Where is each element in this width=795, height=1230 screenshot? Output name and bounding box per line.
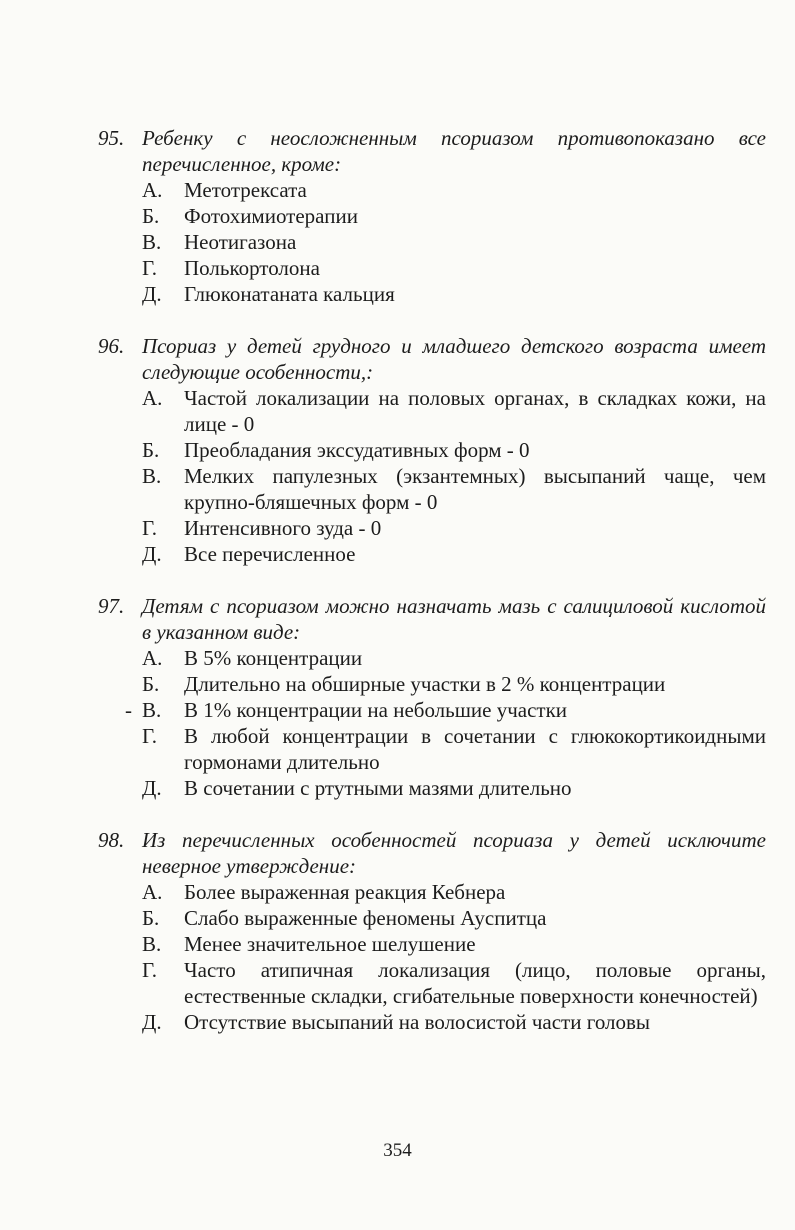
- question-number: 98.: [98, 828, 125, 852]
- question-number: 96.: [98, 334, 125, 358]
- option-text: В 1% концентрации на небольшие участки: [184, 698, 568, 722]
- question-text: [98, 125, 766, 177]
- answer-option-b: [98, 905, 766, 931]
- option-letter: Д.: [142, 1010, 162, 1034]
- option-letter: Д.: [142, 776, 162, 800]
- question-95: [98, 125, 766, 307]
- option-letter: Б.: [142, 672, 160, 696]
- question-97: [98, 593, 766, 801]
- answer-option-b: [98, 671, 766, 697]
- question-number: 97.: [98, 594, 125, 618]
- option-text: Метотрексата: [184, 178, 307, 202]
- answer-options: [98, 385, 766, 567]
- answer-option-d: [98, 775, 766, 801]
- option-text: В сочетании с ртутными мазями длительно: [184, 776, 572, 800]
- question-text: [98, 827, 766, 879]
- answer-option-a: [98, 879, 766, 905]
- option-letter: Г.: [142, 516, 158, 540]
- answer-options: [98, 879, 766, 1035]
- option-letter: Г.: [142, 958, 158, 982]
- option-text: Полькортолона: [184, 256, 320, 280]
- option-text: Неотигазона: [184, 230, 297, 254]
- option-letter: В.: [142, 230, 162, 254]
- option-text: Фотохимиотерапии: [184, 204, 358, 228]
- option-letter: А.: [142, 646, 163, 670]
- option-text: Более выраженная реакция Кебнера: [184, 880, 506, 904]
- option-text: Преобладания экссудативных форм - 0: [184, 438, 530, 462]
- answer-option-b: [98, 437, 766, 463]
- question-text: [98, 333, 766, 385]
- answer-option-a: [98, 177, 766, 203]
- answer-option-g: [98, 723, 766, 775]
- question-prompt: Ребенку с неосложненным псориазом противопоказано все перечисленное, кроме:: [142, 126, 766, 176]
- option-letter: А.: [142, 178, 163, 202]
- option-letter: Б.: [142, 204, 160, 228]
- option-text: Менее значительное шелушение: [184, 932, 476, 956]
- option-letter: Д.: [142, 542, 162, 566]
- answer-option-v: [98, 463, 766, 515]
- answer-option-a: [98, 385, 766, 437]
- option-text: В любой концентрации в сочетании с глюкокортикоидными гормонами длительно: [184, 724, 766, 774]
- question-prompt: Детям с псориазом можно назначать мазь с салициловой кислотой в указанном виде:: [142, 594, 766, 644]
- option-text: Слабо выраженные феномены Ауспитца: [184, 906, 547, 930]
- option-text: В 5% концентрации: [184, 646, 363, 670]
- option-letter: А.: [142, 386, 163, 410]
- option-letter: Г.: [142, 256, 158, 280]
- option-text: Длительно на обширные участки в 2 % концентрации: [184, 672, 666, 696]
- answer-option-v: [98, 931, 766, 957]
- page-number: 354: [383, 1140, 412, 1161]
- option-letter: Д.: [142, 282, 162, 306]
- option-text: Часто атипичная локализация (лицо, половые органы, естественные складки, сгибательные поверхности конечностей): [184, 958, 766, 1008]
- answer-option-g: [98, 957, 766, 1009]
- option-letter: В.: [142, 464, 162, 488]
- option-letter: Б.: [142, 438, 160, 462]
- option-letter: А.: [142, 880, 163, 904]
- option-letter: В.: [142, 932, 162, 956]
- option-text: Все перечисленное: [184, 542, 356, 566]
- answer-option-v: [98, 697, 766, 723]
- handwritten-dash-mark: -: [125, 698, 132, 722]
- question-prompt: Из перечисленных особенностей псориаза у детей исключите неверное утверждение:: [142, 828, 766, 878]
- answer-option-a: [98, 645, 766, 671]
- answer-option-d: [98, 281, 766, 307]
- answer-option-b: [98, 203, 766, 229]
- question-98: [98, 827, 766, 1035]
- option-text: Частой локализации на половых органах, в складках кожи, на лице - 0: [184, 386, 766, 436]
- option-letter: Б.: [142, 906, 160, 930]
- answer-option-g: [98, 515, 766, 541]
- answer-option-v: [98, 229, 766, 255]
- option-letter: Г.: [142, 724, 158, 748]
- option-text: Глюконатаната кальция: [184, 282, 395, 306]
- answer-options: [98, 645, 766, 801]
- answer-option-d: [98, 1009, 766, 1035]
- answer-options: [98, 177, 766, 307]
- answer-option-d: [98, 541, 766, 567]
- option-text: Интенсивного зуда - 0: [184, 516, 382, 540]
- question-96: [98, 333, 766, 567]
- question-text: [98, 593, 766, 645]
- answer-option-g: [98, 255, 766, 281]
- question-prompt: Псориаз у детей грудного и младшего детского возраста имеет следующие особенности,:: [142, 334, 766, 384]
- page-content: [98, 125, 766, 1061]
- option-text: Мелких папулезных (экзантемных) высыпаний чаще, чем крупно-бляшечных форм - 0: [184, 464, 766, 514]
- option-letter: В.: [142, 698, 162, 722]
- option-text: Отсутствие высыпаний на волосистой части головы: [184, 1010, 651, 1034]
- question-number: 95.: [98, 126, 125, 150]
